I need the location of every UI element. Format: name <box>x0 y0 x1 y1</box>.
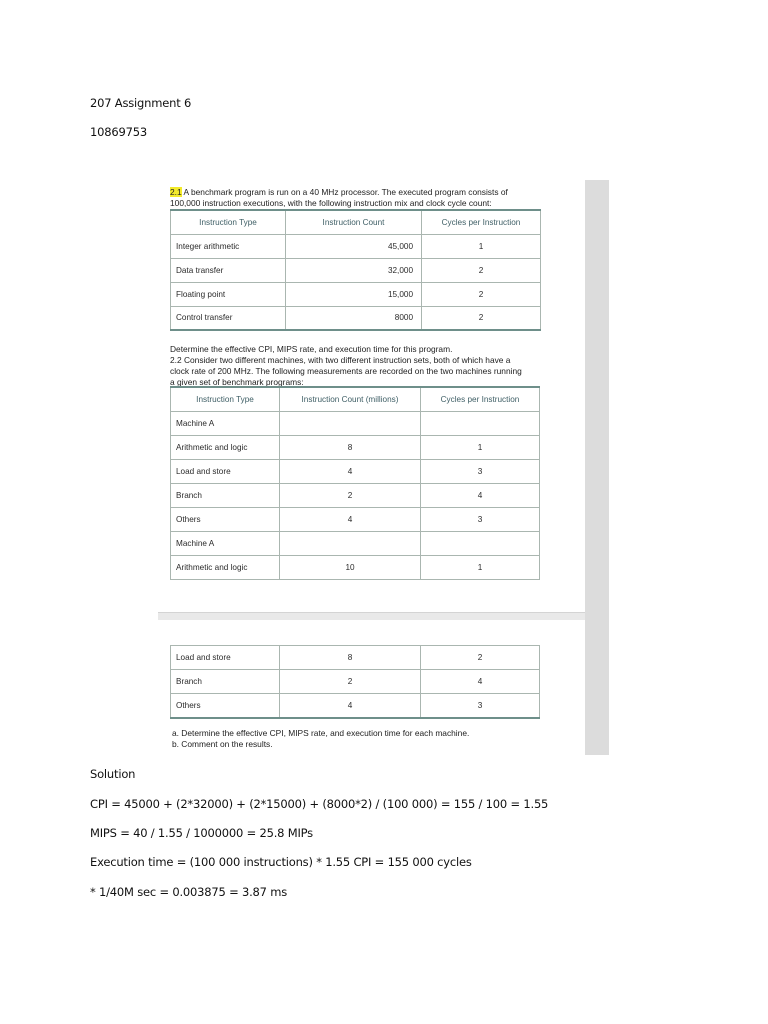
solution-mips: MIPS = 40 / 1.55 / 1000000 = 25.8 MIPs <box>90 826 313 840</box>
solution-heading: Solution <box>90 767 136 781</box>
question-number-highlight: 2.1 <box>170 187 182 197</box>
table-row: Load and store 8 2 <box>171 646 540 670</box>
table-row: Floating point 15,000 2 <box>171 282 541 306</box>
column-header: Instruction Count (millions) <box>280 387 421 411</box>
table-row: Arithmetic and logic 8 1 <box>171 435 540 459</box>
instruction-mix-table <box>170 209 541 331</box>
column-header: Instruction Type <box>171 210 286 234</box>
table-row: Branch 2 4 <box>171 483 540 507</box>
question-2-2-line3: a given set of benchmark programs: <box>170 377 304 387</box>
question-2-1-line1: 2.1 A benchmark program is run on a 40 MHz processor. The executed program consists of <box>170 187 508 197</box>
table-row: Arithmetic and logic 10 1 <box>171 555 540 579</box>
column-header: Cycles per Instruction <box>422 210 541 234</box>
question-2-2-line1: 2.2 Consider two different machines, with two different instruction sets, both of which have a <box>170 355 511 365</box>
scrollbar-track[interactable] <box>585 180 609 755</box>
solution-cpi: CPI = 45000 + (2*32000) + (2*15000) + (8000*2) / (100 000) = 155 / 100 = 1.55 <box>90 797 549 811</box>
question-2-1-instruction: Determine the effective CPI, MIPS rate, and execution time for this program. <box>170 344 453 354</box>
table-row: Machine A <box>171 531 540 555</box>
table-header-row <box>171 210 541 234</box>
column-header: Instruction Count <box>286 210 422 234</box>
column-header: Cycles per Instruction <box>421 387 540 411</box>
column-header: Instruction Type <box>171 387 280 411</box>
question-2-1-line2: 100,000 instruction executions, with the following instruction mix and clock cycle count: <box>170 198 492 208</box>
table-row: Branch 2 4 <box>171 670 540 694</box>
table-row: Control transfer 8000 2 <box>171 306 541 330</box>
table-row: Load and store 4 3 <box>171 459 540 483</box>
machine-measurements-table-continued <box>170 645 540 719</box>
machine-measurements-table <box>170 386 540 580</box>
question-2-2-part-b: b. Comment on the results. <box>172 739 273 749</box>
question-2-2-line2: clock rate of 200 MHz. The following measurements are recorded on the two machines running <box>170 366 522 376</box>
table-row: Machine A <box>171 411 540 435</box>
solution-execution-seconds: * 1/40M sec = 0.003875 = 3.87 ms <box>90 885 288 899</box>
table-header-row <box>171 387 540 411</box>
solution-execution-time: Execution time = (100 000 instructions) * 1.55 CPI = 155 000 cycles <box>90 855 472 869</box>
question-2-2-part-a: a. Determine the effective CPI, MIPS rate, and execution time for each machine. <box>172 728 470 738</box>
table-row: Others 4 3 <box>171 694 540 718</box>
student-id: 10869753 <box>90 125 147 139</box>
document-title: 207 Assignment 6 <box>90 96 192 110</box>
table-row: Integer arithmetic 45,000 1 <box>171 234 541 258</box>
table-row: Others 4 3 <box>171 507 540 531</box>
table-row: Data transfer 32,000 2 <box>171 258 541 282</box>
